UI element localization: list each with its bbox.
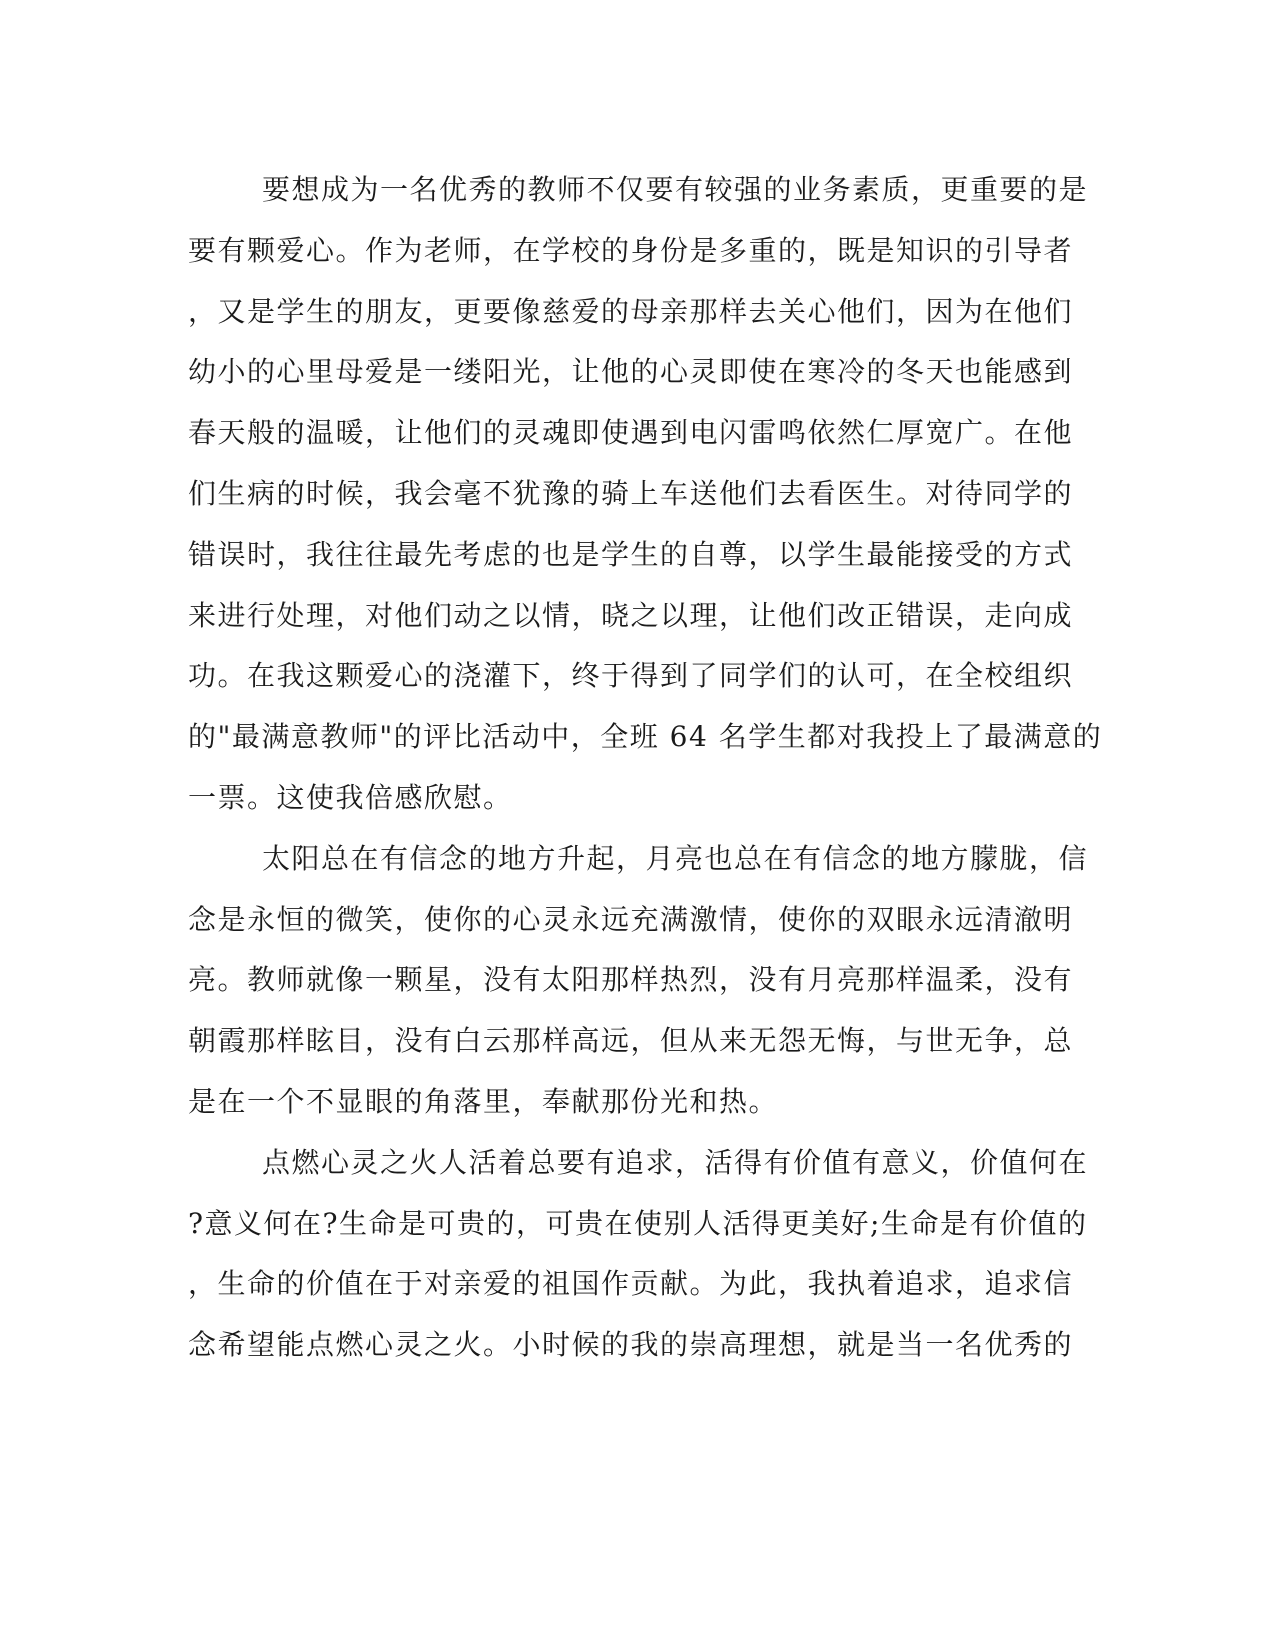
- text-line: 来进行处理，对他们动之以情，晓之以理，让他们改正错误，走向成: [188, 598, 1074, 632]
- document-body: [188, 160, 1103, 1376]
- text-line: 春天般的温暖，让他们的灵魂即使遇到电闪雷鸣依然仁厚宽广。在他: [188, 416, 1074, 450]
- text-line: 念是永恒的微笑，使你的心灵永远充满激情，使你的双眼永远清澈明: [188, 902, 1074, 936]
- text-line: 朝霞那样眩目，没有白云那样高远，但从来无怨无悔，与世无争，总: [188, 1024, 1074, 1058]
- text-line: 一票。这使我倍感欣慰。: [188, 780, 513, 814]
- text-line: 幼小的心里母爱是一缕阳光，让他的心灵即使在寒冷的冬天也能感到: [188, 355, 1074, 389]
- paragraph-teacher-love: [188, 160, 1103, 829]
- text-line: 错误时，我往往最先考虑的也是学生的自尊，以学生最能接受的方式: [188, 537, 1074, 571]
- text-line: ?意义何在?生命是可贵的，可贵在使别人活得更美好;生命是有价值的: [188, 1206, 1088, 1240]
- text-line: 点燃心灵之火人活着总要有追求，活得有价值有意义，价值何在: [262, 1145, 1089, 1179]
- text-line: 要有颗爱心。作为老师，在学校的身份是多重的，既是知识的引导者: [188, 233, 1074, 267]
- text-line: 太阳总在有信念的地方升起，月亮也总在有信念的地方朦胧，信: [262, 841, 1089, 875]
- text-line: ，生命的价值在于对亲爱的祖国作贡献。为此，我执着追求，追求信: [188, 1267, 1074, 1301]
- text-line: 们生病的时候，我会毫不犹豫的骑上车送他们去看医生。对待同学的: [188, 476, 1074, 510]
- paragraph-heart-fire: [188, 1133, 1088, 1376]
- text-line: 的"最满意教师"的评比活动中，全班 64 名学生都对我投上了最满意的: [188, 720, 1103, 754]
- text-line: 念希望能点燃心灵之火。小时候的我的崇高理想，就是当一名优秀的: [188, 1328, 1074, 1362]
- text-line: 功。在我这颗爱心的浇灌下，终于得到了同学们的认可，在全校组织: [188, 659, 1074, 693]
- text-line: 是在一个不显眼的角落里，奉献那份光和热。: [188, 1084, 779, 1118]
- text-line: 亮。教师就像一颗星，没有太阳那样热烈，没有月亮那样温柔，没有: [188, 963, 1074, 997]
- text-line: 要想成为一名优秀的教师不仅要有较强的业务素质，更重要的是: [262, 173, 1089, 206]
- text-line: ，又是学生的朋友，更要像慈爱的母亲那样去关心他们，因为在他们: [188, 294, 1074, 328]
- paragraph-belief: [188, 829, 1088, 1133]
